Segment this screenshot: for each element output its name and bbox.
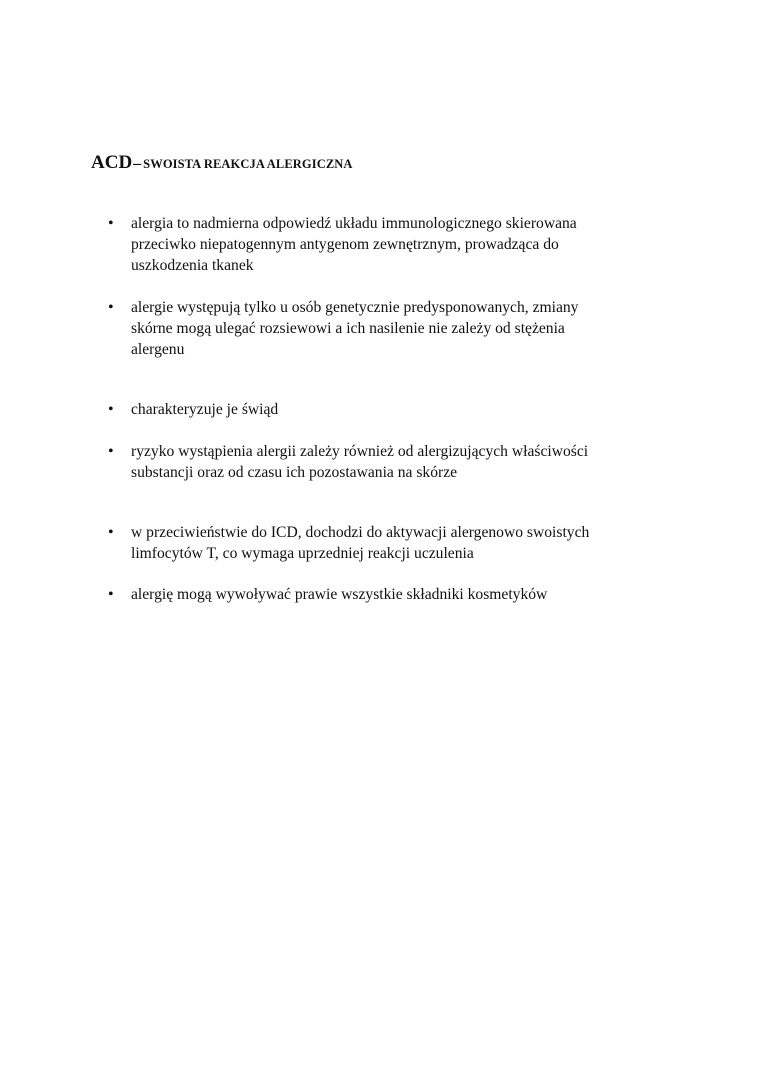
heading-title: SWOISTA REAKCJA ALERGICZNA (143, 157, 353, 171)
list-item-line: alergenu (131, 341, 185, 358)
heading-dash: – (133, 155, 142, 172)
heading-abbreviation: ACD (91, 152, 133, 173)
list-item-line: skórne mogą ulegać rozsiewowi a ich nasilenie nie zależy od stężenia (131, 320, 565, 337)
bullet-icon: • (108, 586, 114, 603)
section-heading (91, 151, 353, 176)
list-item-text (131, 441, 691, 483)
bullet-icon: • (108, 401, 114, 418)
list-item-line: uszkodzenia tkanek (131, 257, 254, 274)
list-item-text (131, 297, 691, 360)
list-item-text (131, 399, 691, 420)
bullet-icon: • (108, 443, 114, 460)
list-item-line: limfocytów T, co wymaga uprzedniej reakcji uczulenia (131, 545, 474, 562)
bullet-icon: • (108, 524, 114, 541)
list-item-text (131, 213, 691, 276)
list-item-line: substancji oraz od czasu ich pozostawania na skórze (131, 464, 458, 481)
list-item-line: ryzyko wystąpienia alergii zależy również od alergizujących właściwości (131, 443, 589, 460)
list-item-line: przeciwko niepatogennym antygenom zewnętrznym, prowadząca do (131, 236, 559, 253)
list-item-text (131, 522, 691, 564)
bullet-icon: • (108, 215, 114, 232)
list-item-line: alergie występują tylko u osób genetycznie predysponowanych, zmiany (131, 299, 579, 316)
list-item-line: charakteryzuje je świąd (131, 401, 279, 418)
list-item-line: w przeciwieństwie do ICD, dochodzi do aktywacji alergenowo swoistych (131, 524, 590, 541)
list-item-line: alergię mogą wywoływać prawie wszystkie składniki kosmetyków (131, 586, 548, 603)
bullet-icon: • (108, 299, 114, 316)
list-item-line: alergia to nadmierna odpowiedź układu immunologicznego skierowana (131, 215, 577, 232)
list-item-text (131, 584, 691, 605)
